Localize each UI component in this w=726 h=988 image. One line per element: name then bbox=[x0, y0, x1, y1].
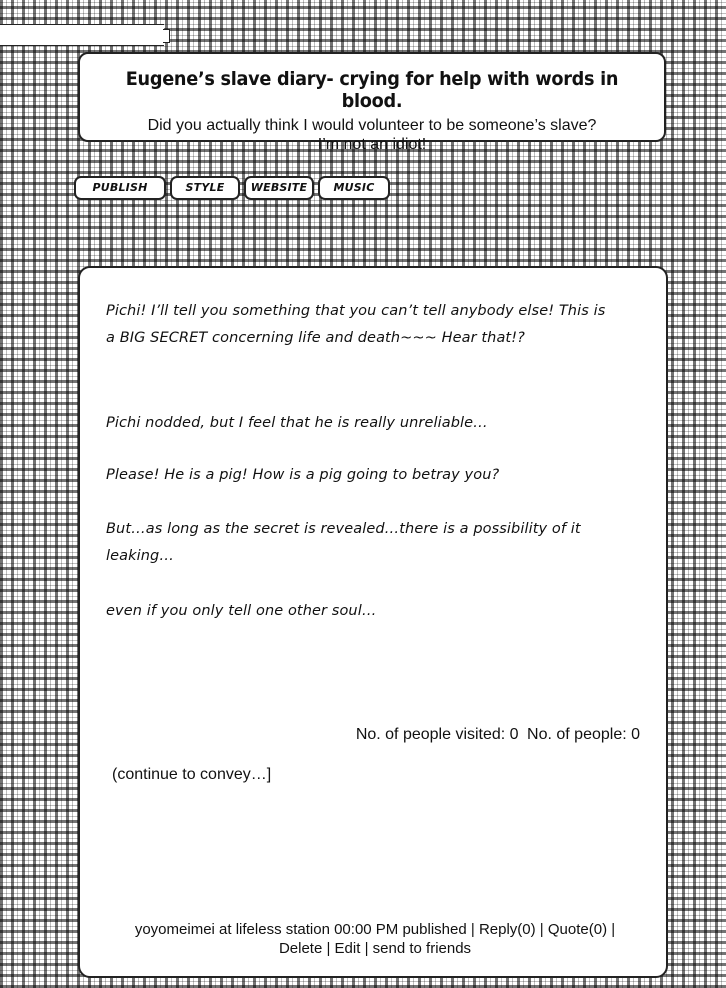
post-paragraph: Please! He is a pig! How is a pig going to betray you? bbox=[106, 467, 500, 483]
blog-subtitle-line-1: Did you actually think I would volunteer to be someone’s slave? bbox=[147, 117, 597, 134]
continue-reading-link[interactable]: (continue to convey…] bbox=[112, 766, 272, 783]
blog-header bbox=[78, 52, 666, 153]
post-meta: yoyomeimei at lifeless station 00:00 PM published bbox=[134, 921, 467, 938]
post-paragraph: But…as long as the secret is revealed…there is a possibility of it leaking… bbox=[106, 521, 581, 564]
send-to-friends-link[interactable]: send to friends bbox=[372, 940, 472, 957]
post-footer bbox=[110, 920, 640, 958]
separator: | bbox=[539, 921, 544, 938]
separator: | bbox=[326, 940, 331, 957]
people-count: No. of people: 0 bbox=[527, 726, 640, 743]
separator: | bbox=[470, 921, 475, 938]
edit-link[interactable]: Edit bbox=[334, 940, 361, 957]
post-content bbox=[78, 266, 668, 978]
separator: | bbox=[611, 921, 616, 938]
nav-publish-button[interactable]: PUBLISH bbox=[74, 176, 166, 200]
blog-subtitle bbox=[80, 116, 664, 154]
blog-title: Eugene’s slave diary- crying for help with words in blood. bbox=[125, 68, 619, 112]
post-paragraph: even if you only tell one other soul… bbox=[106, 603, 377, 619]
visitor-stats bbox=[352, 726, 640, 744]
nav-style-button[interactable]: STYLE bbox=[170, 176, 240, 200]
top-strip-decoration bbox=[0, 24, 164, 46]
post-paragraph: Pichi! I’ll tell you something that you can’t tell anybody else! This is a BIG SECRET concerning life and death~~~ Hear that!? bbox=[106, 303, 606, 346]
reply-link[interactable]: Reply(0) bbox=[478, 921, 536, 938]
nav-music-button[interactable]: MUSIC bbox=[318, 176, 390, 200]
post-paragraph: Pichi nodded, but I feel that he is really unreliable… bbox=[106, 415, 488, 431]
delete-link[interactable]: Delete bbox=[278, 940, 323, 957]
quote-link[interactable]: Quote(0) bbox=[547, 921, 608, 938]
nav-website-button[interactable]: WEBSITE bbox=[244, 176, 314, 200]
visited-count: No. of people visited: 0 bbox=[355, 726, 519, 743]
separator: | bbox=[364, 940, 369, 957]
blog-subtitle-line-2: I’m not an idiot! bbox=[317, 136, 427, 153]
